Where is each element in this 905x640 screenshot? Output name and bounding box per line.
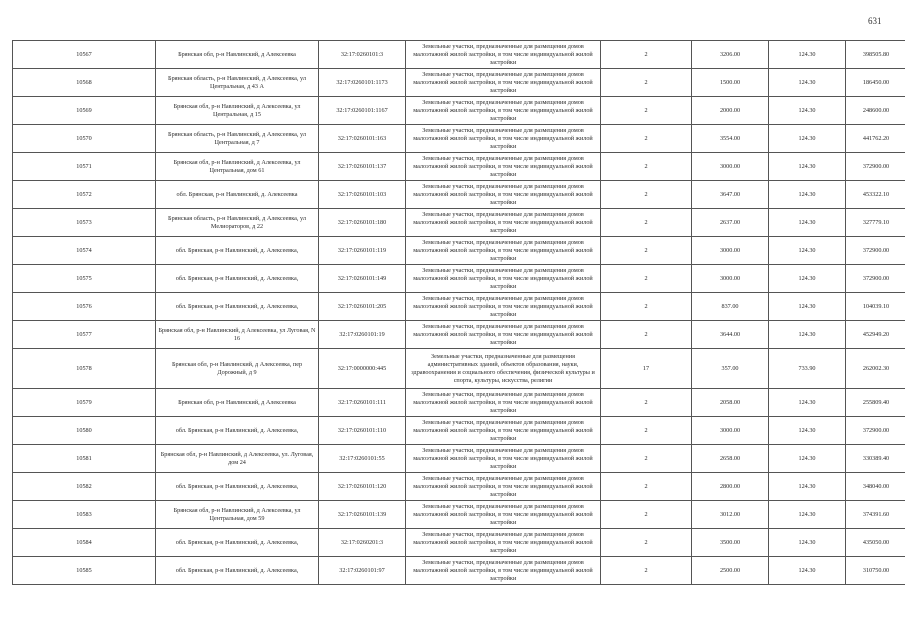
address-cell: Брянская обл, р-н Навлинский, д Алексеевка, ул Центральная, дом 61 [156, 153, 319, 181]
area-cell: 3644.00 [692, 321, 769, 349]
parcel-number-cell: 10572 [13, 181, 156, 209]
permitted-use-cell: Земельные участки, предназначенные для размещения домов малоэтажной жилой застройки, в том числе индивидуальной жилой застройки [406, 529, 601, 557]
cadastral-value-cell: 441762.20 [846, 125, 905, 153]
parcel-number-cell: 10574 [13, 237, 156, 265]
area-cell: 3647.00 [692, 181, 769, 209]
permitted-use-cell: Земельные участки, предназначенные для размещения домов малоэтажной жилой застройки, в том числе индивидуальной жилой застройки [406, 69, 601, 97]
cadastral-value-cell: 327779.10 [846, 209, 905, 237]
table-row [13, 557, 905, 585]
cadastral-number-cell: 32:17:0260101:1167 [319, 97, 406, 125]
use-group-cell: 2 [601, 501, 692, 529]
area-cell: 3206.00 [692, 41, 769, 69]
area-cell: 3000.00 [692, 237, 769, 265]
cadastral-value-cell: 262002.30 [846, 349, 905, 389]
cadastral-number-cell: 32:17:0260101:180 [319, 209, 406, 237]
area-cell: 3000.00 [692, 153, 769, 181]
specific-value-cell: 124.30 [769, 97, 846, 125]
area-cell: 2800.00 [692, 473, 769, 501]
table-row [13, 125, 905, 153]
cadastral-number-cell: 32:17:0260101:19 [319, 321, 406, 349]
permitted-use-cell: Земельные участки, предназначенные для размещения домов малоэтажной жилой застройки, в том числе индивидуальной жилой застройки [406, 265, 601, 293]
specific-value-cell: 124.30 [769, 237, 846, 265]
table-row [13, 153, 905, 181]
address-cell: Брянская область, р-н Навлинский, д Алексеевка, ул Мелиораторов, д 22 [156, 209, 319, 237]
area-cell: 2500.00 [692, 557, 769, 585]
parcel-number-cell: 10567 [13, 41, 156, 69]
cadastral-value-cell: 453322.10 [846, 181, 905, 209]
cadastral-number-cell: 32:17:0260101:103 [319, 181, 406, 209]
cadastral-value-cell: 348040.00 [846, 473, 905, 501]
permitted-use-cell: Земельные участки, предназначенные для размещения домов малоэтажной жилой застройки, в том числе индивидуальной жилой застройки [406, 209, 601, 237]
cadastral-value-cell: 374391.60 [846, 501, 905, 529]
specific-value-cell: 124.30 [769, 445, 846, 473]
permitted-use-cell: Земельные участки, предназначенные для размещения домов малоэтажной жилой застройки, в том числе индивидуальной жилой застройки [406, 389, 601, 417]
specific-value-cell: 124.30 [769, 69, 846, 97]
table-row [13, 445, 905, 473]
use-group-cell: 2 [601, 181, 692, 209]
cadastral-value-cell: 372900.00 [846, 237, 905, 265]
table-row [13, 97, 905, 125]
table-row [13, 321, 905, 349]
address-cell: обл. Брянская, р-н Навлинский, д. Алексеевка, [156, 293, 319, 321]
cadastral-value-cell: 248600.00 [846, 97, 905, 125]
use-group-cell: 2 [601, 557, 692, 585]
area-cell: 1500.00 [692, 69, 769, 97]
specific-value-cell: 124.30 [769, 181, 846, 209]
address-cell: Брянская обл, р-н Навлинский, д Алексеевка [156, 41, 319, 69]
area-cell: 2637.00 [692, 209, 769, 237]
specific-value-cell: 124.30 [769, 321, 846, 349]
cadastral-value-cell: 104039.10 [846, 293, 905, 321]
address-cell: Брянская область, р-н Навлинский, д Алексеевка, ул Центральная, д 7 [156, 125, 319, 153]
specific-value-cell: 124.30 [769, 265, 846, 293]
specific-value-cell: 124.30 [769, 293, 846, 321]
address-cell: обл. Брянская, р-н Навлинский, д. Алексеевка, [156, 417, 319, 445]
parcel-number-cell: 10568 [13, 69, 156, 97]
specific-value-cell: 124.30 [769, 529, 846, 557]
table-row [13, 41, 905, 69]
parcel-number-cell: 10577 [13, 321, 156, 349]
cadastral-number-cell: 32:17:0260101:163 [319, 125, 406, 153]
address-cell: обл. Брянская, р-н Навлинский, д. Алексеевка [156, 181, 319, 209]
specific-value-cell: 124.30 [769, 153, 846, 181]
permitted-use-cell: Земельные участки, предназначенные для размещения домов малоэтажной жилой застройки, в том числе индивидуальной жилой застройки [406, 321, 601, 349]
parcel-number-cell: 10570 [13, 125, 156, 153]
specific-value-cell: 124.30 [769, 501, 846, 529]
area-cell: 3000.00 [692, 417, 769, 445]
table-row [13, 209, 905, 237]
use-group-cell: 2 [601, 97, 692, 125]
table-body [13, 41, 905, 585]
cadastral-number-cell: 32:17:0260101:97 [319, 557, 406, 585]
permitted-use-cell: Земельные участки, предназначенные для размещения домов малоэтажной жилой застройки, в том числе индивидуальной жилой застройки [406, 181, 601, 209]
cadastral-number-cell: 32:17:0260201:3 [319, 529, 406, 557]
permitted-use-cell: Земельные участки, предназначенные для размещения домов малоэтажной жилой застройки, в том числе индивидуальной жилой застройки [406, 293, 601, 321]
cadastral-value-cell: 372900.00 [846, 417, 905, 445]
address-cell: Брянская обл, р-н Навлинский, д Алексеевка, ул Луговая, N 16 [156, 321, 319, 349]
specific-value-cell: 124.30 [769, 417, 846, 445]
table-row [13, 389, 905, 417]
table-row [13, 181, 905, 209]
cadastral-value-cell: 452949.20 [846, 321, 905, 349]
cadastral-value-cell: 186450.00 [846, 69, 905, 97]
use-group-cell: 2 [601, 41, 692, 69]
permitted-use-cell: Земельные участки, предназначенные для размещения домов малоэтажной жилой застройки, в том числе индивидуальной жилой застройки [406, 125, 601, 153]
cadastral-value-cell: 255809.40 [846, 389, 905, 417]
cadastral-value-cell: 330389.40 [846, 445, 905, 473]
cadastral-value-cell: 310750.00 [846, 557, 905, 585]
table-row [13, 417, 905, 445]
cadastral-number-cell: 32:17:0260101:119 [319, 237, 406, 265]
cadastral-number-cell: 32:17:0260101:1173 [319, 69, 406, 97]
area-cell: 3000.00 [692, 265, 769, 293]
address-cell: обл. Брянская, р-н Навлинский, д. Алексеевка, [156, 529, 319, 557]
cadastral-number-cell: 32:17:0260101:120 [319, 473, 406, 501]
area-cell: 2658.00 [692, 445, 769, 473]
cadastral-number-cell: 32:17:0000000:445 [319, 349, 406, 389]
cadastral-number-cell: 32:17:0260101:149 [319, 265, 406, 293]
area-cell: 3012.00 [692, 501, 769, 529]
permitted-use-cell: Земельные участки, предназначенные для размещения административных зданий, объектов образования, науки, здравоохранения и социального обеспечения, физической культуры и спорта, культуры, искусства, религии [406, 349, 601, 389]
cadastral-number-cell: 32:17:0260101:111 [319, 389, 406, 417]
table-row [13, 501, 905, 529]
permitted-use-cell: Земельные участки, предназначенные для размещения домов малоэтажной жилой застройки, в том числе индивидуальной жилой застройки [406, 97, 601, 125]
address-cell: обл. Брянская, р-н Навлинский, д. Алексеевка, [156, 237, 319, 265]
permitted-use-cell: Земельные участки, предназначенные для размещения домов малоэтажной жилой застройки, в том числе индивидуальной жилой застройки [406, 445, 601, 473]
cadastral-value-cell: 398505.80 [846, 41, 905, 69]
area-cell: 3500.00 [692, 529, 769, 557]
cadastral-number-cell: 32:17:0260101:137 [319, 153, 406, 181]
permitted-use-cell: Земельные участки, предназначенные для размещения домов малоэтажной жилой застройки, в том числе индивидуальной жилой застройки [406, 501, 601, 529]
specific-value-cell: 124.30 [769, 557, 846, 585]
table-row [13, 69, 905, 97]
page-number: 631 [868, 16, 882, 26]
table-row [13, 265, 905, 293]
area-cell: 357.00 [692, 349, 769, 389]
parcel-number-cell: 10578 [13, 349, 156, 389]
parcel-number-cell: 10573 [13, 209, 156, 237]
address-cell: Брянская обл, р-н Навлинский, д Алексеевка, ул Центральная, дом 59 [156, 501, 319, 529]
use-group-cell: 2 [601, 529, 692, 557]
address-cell: Брянская область, р-н Навлинский, д Алексеевка, ул Центральная, д 43 А [156, 69, 319, 97]
parcel-number-cell: 10571 [13, 153, 156, 181]
use-group-cell: 2 [601, 445, 692, 473]
permitted-use-cell: Земельные участки, предназначенные для размещения домов малоэтажной жилой застройки, в том числе индивидуальной жилой застройки [406, 153, 601, 181]
parcel-number-cell: 10569 [13, 97, 156, 125]
specific-value-cell: 124.30 [769, 389, 846, 417]
permitted-use-cell: Земельные участки, предназначенные для размещения домов малоэтажной жилой застройки, в том числе индивидуальной жилой застройки [406, 557, 601, 585]
cadastral-number-cell: 32:17:0260101:110 [319, 417, 406, 445]
use-group-cell: 2 [601, 417, 692, 445]
area-cell: 837.00 [692, 293, 769, 321]
use-group-cell: 17 [601, 349, 692, 389]
permitted-use-cell: Земельные участки, предназначенные для размещения домов малоэтажной жилой застройки, в том числе индивидуальной жилой застройки [406, 41, 601, 69]
table-row [13, 237, 905, 265]
address-cell: Брянская обл, р-н Навлинский, д Алексеевка, ул Центральная, д 15 [156, 97, 319, 125]
use-group-cell: 2 [601, 265, 692, 293]
specific-value-cell: 733.90 [769, 349, 846, 389]
address-cell: Брянская обл, р-н Навлинский, д Алексеевка, пер Дорожный, д 9 [156, 349, 319, 389]
use-group-cell: 2 [601, 209, 692, 237]
parcel-number-cell: 10580 [13, 417, 156, 445]
specific-value-cell: 124.30 [769, 125, 846, 153]
use-group-cell: 2 [601, 69, 692, 97]
cadastral-value-cell: 372900.00 [846, 265, 905, 293]
use-group-cell: 2 [601, 293, 692, 321]
cadastral-value-cell: 435050.00 [846, 529, 905, 557]
address-cell: обл. Брянская, р-н Навлинский, д. Алексеевка, [156, 473, 319, 501]
permitted-use-cell: Земельные участки, предназначенные для размещения домов малоэтажной жилой застройки, в том числе индивидуальной жилой застройки [406, 237, 601, 265]
parcel-number-cell: 10582 [13, 473, 156, 501]
cadastral-number-cell: 32:17:0260101:139 [319, 501, 406, 529]
parcel-number-cell: 10576 [13, 293, 156, 321]
area-cell: 2000.00 [692, 97, 769, 125]
area-cell: 3554.00 [692, 125, 769, 153]
table-row [13, 473, 905, 501]
table-row [13, 293, 905, 321]
area-cell: 2058.00 [692, 389, 769, 417]
address-cell: обл. Брянская, р-н Навлинский, д. Алексеевка, [156, 557, 319, 585]
use-group-cell: 2 [601, 125, 692, 153]
specific-value-cell: 124.30 [769, 41, 846, 69]
parcel-number-cell: 10579 [13, 389, 156, 417]
specific-value-cell: 124.30 [769, 209, 846, 237]
parcel-number-cell: 10584 [13, 529, 156, 557]
cadastral-number-cell: 32:17:0260101:205 [319, 293, 406, 321]
cadastral-number-cell: 32:17:0260101:55 [319, 445, 406, 473]
use-group-cell: 2 [601, 153, 692, 181]
use-group-cell: 2 [601, 473, 692, 501]
use-group-cell: 2 [601, 389, 692, 417]
parcel-number-cell: 10581 [13, 445, 156, 473]
address-cell: Брянская обл, р-н Навлинский, д Алексеевка [156, 389, 319, 417]
address-cell: обл. Брянская, р-н Навлинский, д. Алексеевка, [156, 265, 319, 293]
table-row [13, 529, 905, 557]
address-cell: Брянская обл, р-н Навлинский, д Алексеевка, ул. Луговая, дом 24 [156, 445, 319, 473]
parcel-number-cell: 10575 [13, 265, 156, 293]
specific-value-cell: 124.30 [769, 473, 846, 501]
cadastral-number-cell: 32:17:0260101:3 [319, 41, 406, 69]
permitted-use-cell: Земельные участки, предназначенные для размещения домов малоэтажной жилой застройки, в том числе индивидуальной жилой застройки [406, 473, 601, 501]
parcel-number-cell: 10583 [13, 501, 156, 529]
parcel-number-cell: 10585 [13, 557, 156, 585]
cadastral-value-cell: 372900.00 [846, 153, 905, 181]
cadastral-value-table [12, 40, 905, 585]
permitted-use-cell: Земельные участки, предназначенные для размещения домов малоэтажной жилой застройки, в том числе индивидуальной жилой застройки [406, 417, 601, 445]
use-group-cell: 2 [601, 321, 692, 349]
table-row [13, 349, 905, 389]
use-group-cell: 2 [601, 237, 692, 265]
